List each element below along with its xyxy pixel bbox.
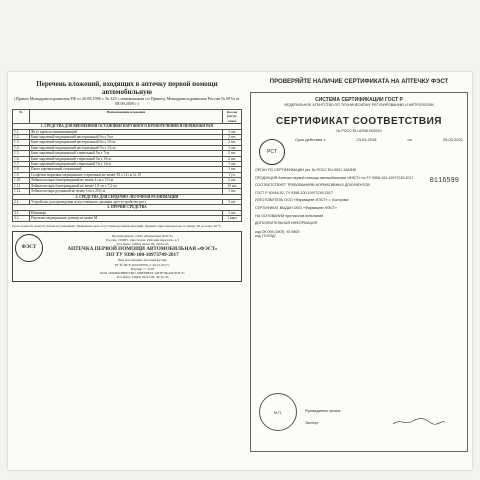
contents-list-panel bbox=[8, 72, 246, 470]
cert-expert-label: Эксперт bbox=[305, 421, 319, 425]
item-qty: 1 уп. bbox=[223, 172, 242, 177]
contents-title: Перечень вложений, входящих в аптечку первой помощи автомобильную bbox=[36, 80, 218, 96]
item-number: 1.3. bbox=[13, 140, 30, 145]
label-producer: Производитель: ООО «Фармацевт-ФЭСТ» bbox=[111, 233, 174, 238]
label-tu: ПО ТУ 9398-100-10973749-2017 bbox=[106, 252, 179, 259]
section-title: 3. ПРОЧИЕ СРЕДСТВА bbox=[13, 205, 242, 210]
cert-line: ГОСТ Р 50444-92, ТУ 9398-100-10973749-2017 bbox=[255, 190, 333, 195]
item-name: Лейкопластырь рулонный не менее 1см х 250 см bbox=[30, 189, 223, 194]
cert-valid-from-label: Срок действия с bbox=[295, 137, 326, 143]
item-number: 3.1. bbox=[13, 210, 30, 215]
cert-valid-to: 29.03.2021 bbox=[442, 137, 463, 143]
item-number: 1.2. bbox=[13, 135, 30, 140]
cert-line: ИЗГОТОВИТЕЛЬ ООО «Фармацевт-ФЭСТ», г. Кострома bbox=[255, 198, 349, 203]
cert-line: СООТВЕТСТВУЕТ ТРЕБОВАНИЯМ НОРМАТИВНЫХ ДОКУМЕНТОВ bbox=[255, 183, 370, 188]
product-label bbox=[12, 231, 242, 283]
item-name: Устройство для проведения искусственного дыхания «рот-устройство-рот» bbox=[30, 199, 223, 204]
item-name: Бинт марлевый медицинский стерильный 7м х 14см bbox=[30, 162, 223, 167]
label-address: Россия, 156005, г.Кострома, Рабочий переулок, д.5 bbox=[106, 237, 179, 242]
cert-valid-to-label: по bbox=[407, 137, 412, 143]
item-qty: 2 шт. bbox=[223, 156, 242, 161]
item-name: Бинт марлевый медицинский стерильный 5м х 10см bbox=[30, 156, 223, 161]
item-qty: 10 шт. bbox=[223, 183, 242, 188]
cert-line: СЕРТИФИКАТ ВЫДАН ООО «Фармацевт-ФЭСТ» bbox=[255, 206, 337, 211]
item-name: Бинт марлевый медицинский нестерильный 5м х 5см bbox=[30, 135, 223, 140]
item-name: Перчатки медицинские, размер не менее М bbox=[30, 216, 223, 221]
item-qty: 1 шт. bbox=[223, 210, 242, 215]
cert-line: ПРОДУКЦИЯ Аптечка первой помощи автомобильная «ФЭСТ» по ТУ 9398-100-10973749-2017 bbox=[255, 175, 414, 180]
item-qty: 2 шт. bbox=[223, 151, 242, 156]
cert-agency: ФЕДЕРАЛЬНОЕ АГЕНТСТВО ПО ТЕХНИЧЕСКОМУ РЕГУЛИРОВАНИЮ И МЕТРОЛОГИИ bbox=[284, 103, 434, 107]
fest-logo-icon: ФЭСТ bbox=[15, 234, 43, 262]
item-qty: 1 шт. bbox=[223, 199, 242, 204]
item-name: Лейкопластырь бактерицидный не менее 4 см х 10 см bbox=[30, 178, 223, 183]
label-ru: РУ № ФСР 2010/06799 от 29.12.2017 г. bbox=[114, 262, 171, 267]
cert-tnved: код ТН ВЭД: bbox=[255, 234, 276, 239]
item-number: 1.11. bbox=[13, 183, 30, 188]
col-name-header: Наименование вложения bbox=[30, 110, 223, 124]
contents-notes: Срок годности средств указан на упаковках. Применять при отсутствии противопоказаний. Хранить при температуре от минус 40 до плюс 40 °С. bbox=[12, 223, 223, 228]
cert-serial: 0116599 bbox=[429, 177, 459, 185]
cert-code: 93 9800 bbox=[286, 229, 300, 234]
item-qty: 1 шт. bbox=[223, 145, 242, 150]
cert-head-label: Руководитель органа bbox=[305, 409, 341, 413]
cert-reg-number: № РОСС RU.АЯ46.Н02919 bbox=[336, 128, 382, 133]
signature-icon bbox=[391, 417, 447, 427]
contents-table bbox=[12, 109, 242, 222]
label-lot: Партия: 7 / 1103 bbox=[130, 266, 155, 271]
item-number: 2.1. bbox=[13, 199, 30, 204]
label-case: Вид исполнения: жесткий футляр bbox=[118, 258, 167, 263]
item-number: 1.10. bbox=[13, 178, 30, 183]
cert-line: ДОПОЛНИТЕЛЬНАЯ ИНФОРМАЦИЯ bbox=[255, 221, 318, 226]
item-number: 1.4. bbox=[13, 145, 30, 150]
item-number: 1.7. bbox=[13, 162, 30, 167]
section-header-row bbox=[13, 124, 242, 129]
cert-valid-from: 23.04.2018 bbox=[356, 137, 377, 143]
contents-subtitle: (Приказ Минздравсоцразвития РФ от 20.08.1996 г. № 325 с изменениями по Приказу Минздравсоцразвития России № 697н от 08.09.2009 г.) bbox=[14, 96, 240, 106]
item-name: Жгут кровоостанавливающий bbox=[30, 129, 223, 134]
item-qty: 2 шт. bbox=[223, 140, 242, 145]
item-name: Бинт марлевый медицинский стерильный 5м х 7см bbox=[30, 151, 223, 156]
item-number: 3.2. bbox=[13, 216, 30, 221]
section-title: 2. СРЕДСТВА ДЛЯ СЕРДЕЧНО-ЛЕГОЧНОЙ РЕАНИМАЦИИ bbox=[13, 194, 242, 199]
item-qty: 2 шт. bbox=[223, 178, 242, 183]
item-number: 1.1. bbox=[13, 129, 30, 134]
item-name: Ножницы bbox=[30, 210, 223, 215]
stamp-seal-icon: М.П. bbox=[259, 393, 297, 431]
item-qty: 1 пара bbox=[223, 216, 242, 221]
item-qty: 1 шт. bbox=[223, 167, 242, 172]
label-product-name: АПТЕЧКА ПЕРВОЙ ПОМОЩИ АВТОМОБИЛЬНАЯ «ФЭСТ» bbox=[67, 246, 218, 253]
item-name: Бинт марлевый медицинский нестерильный 7м х 14 см bbox=[30, 145, 223, 150]
item-number: 1.12. bbox=[13, 189, 30, 194]
contents-table-body bbox=[13, 124, 242, 221]
cert-code-label: код ОК 005 (ОКП): bbox=[255, 229, 286, 234]
item-qty: 2 шт. bbox=[223, 135, 242, 140]
certificate-panel bbox=[246, 72, 472, 470]
item-number: 1.8. bbox=[13, 167, 30, 172]
certificate-heading: ПРОВЕРЯЙТЕ НАЛИЧИЕ СЕРТИФИКАТА НА АПТЕЧКУ ФЭСТ bbox=[269, 79, 449, 85]
item-qty: 1 шт. bbox=[223, 129, 242, 134]
item-name: Бинт марлевый медицинский нестерильный 5м х 10 см bbox=[30, 140, 223, 145]
item-name: Пакет перевязочный стерильный bbox=[30, 167, 223, 172]
item-qty: 1 шт. bbox=[223, 162, 242, 167]
item-number: 1.5. bbox=[13, 151, 30, 156]
cert-line: ОРГАН ПО СЕРТИФИКАЦИИ рег. № РОСС RU.0001.10АЯ46 bbox=[255, 168, 357, 173]
certificate-document bbox=[250, 92, 468, 452]
item-number: 1.9. bbox=[13, 172, 30, 177]
cert-system: СИСТЕМА СЕРТИФИКАЦИИ ГОСТ Р bbox=[315, 97, 403, 103]
item-name: Салфетки марлевые медицинские стерильные не менее 16 х 14 см № 10 bbox=[30, 172, 223, 177]
col-qty-header: Кол-во (штук/упак) bbox=[223, 110, 242, 124]
item-name: Лейкопластырь бактерицидный не менее 1,9 см х 7,2 см bbox=[30, 183, 223, 188]
document-sheet bbox=[8, 72, 472, 470]
table-row bbox=[13, 216, 242, 221]
col-number: № bbox=[13, 110, 30, 124]
label-maker2: ООО «БОЛЬШИНСТВО ДОВЕРЯЕТ АПТЕЧКАМ ФЭСТ» bbox=[99, 270, 186, 275]
item-number: 1.6. bbox=[13, 156, 30, 161]
rst-logo-icon: РСТ bbox=[259, 139, 285, 165]
label-phone2: Тел./факс: (4942) 49-02-99, 49-32-43 bbox=[116, 275, 169, 280]
section-title: 1. СРЕДСТВА ДЛЯ ВРЕМЕННОЙ ОСТАНОВКИ НАРУЖНОГО КРОВОТЕЧЕНИЯ И ПЕРЕВЯЗКИ РАН bbox=[13, 124, 242, 129]
item-qty: 1 шт. bbox=[223, 189, 242, 194]
cert-title: СЕРТИФИКАТ СООТВЕТСТВИЯ bbox=[276, 115, 442, 127]
label-phone: Тел./факс: (4942) 49-02-99, 49-32-43 bbox=[116, 242, 169, 247]
cert-line: НА ОСНОВАНИИ протоколов испытаний bbox=[255, 213, 324, 218]
